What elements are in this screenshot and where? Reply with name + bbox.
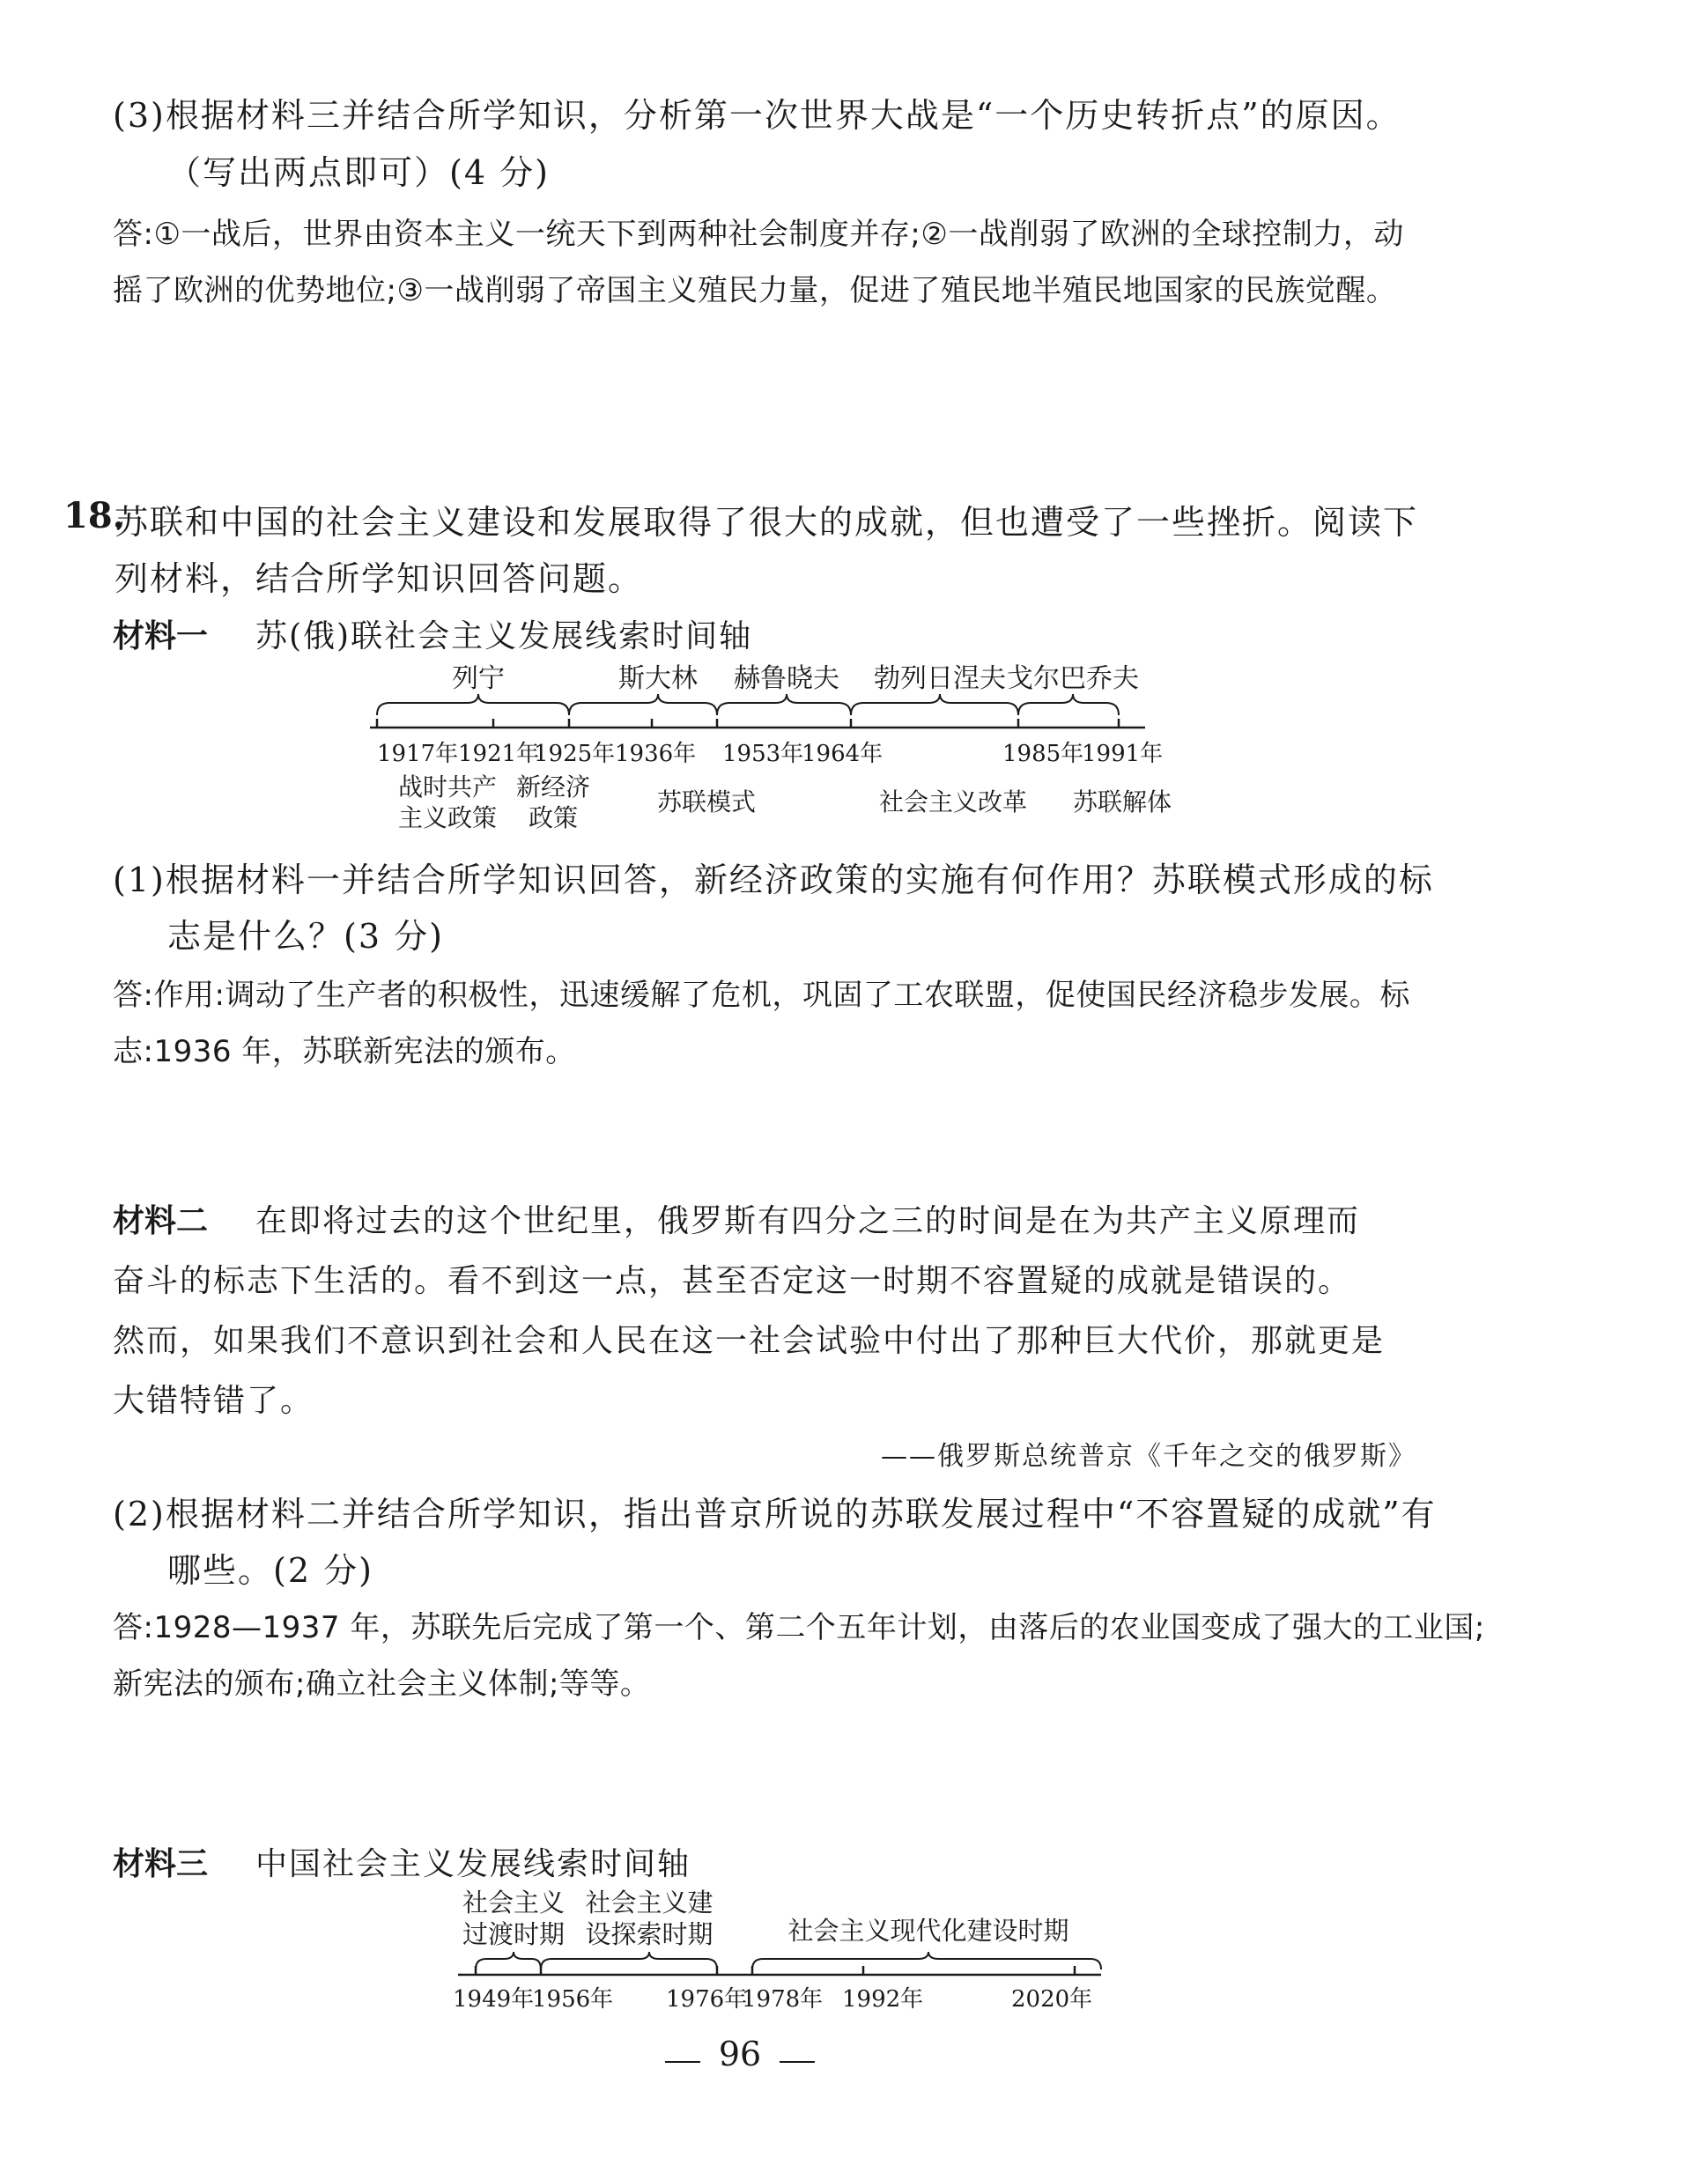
cn-year-1978: 1978年 xyxy=(742,1986,824,2013)
cn-year-1992: 1992年 xyxy=(842,1986,924,2013)
q18-stem-line2: 列材料，结合所学知识回答问题。 xyxy=(115,559,644,598)
year-1925: 1925年 xyxy=(534,741,616,767)
period-exploration-1: 社会主义建 xyxy=(585,1888,714,1917)
sub1-answer-line2: 志:1936 年，苏联新宪法的颁布。 xyxy=(113,1034,576,1069)
sub2-answer-line1: 答:1928—1937 年，苏联先后完成了第一个、第二个五年计划，由落后的农业国变成了强大的工业国; xyxy=(113,1610,1485,1645)
event-war-communism-1: 战时共产 xyxy=(397,772,498,802)
page-number: 96 xyxy=(718,2035,762,2073)
cn-year-1949: 1949年 xyxy=(453,1986,535,2013)
q3-answer-line2: 摇了欧洲的优势地位;③一战削弱了帝国主义殖民力量，促进了殖民地半殖民地国家的民族觉醒。 xyxy=(113,273,1397,308)
material1-title: 苏(俄)联社会主义发展线索时间轴 xyxy=(255,618,753,654)
period-exploration-2: 设探索时期 xyxy=(585,1919,714,1949)
sub1-line1: (1)根据材料一并结合所学知识回答，新经济政策的实施有何作用？苏联模式形成的标 xyxy=(113,861,1434,899)
year-1921: 1921年 xyxy=(458,741,540,767)
period-transition-1: 社会主义 xyxy=(462,1888,566,1917)
year-1964: 1964年 xyxy=(802,741,884,767)
footer-dash-right xyxy=(780,2061,815,2063)
period-modernization: 社会主义现代化建设时期 xyxy=(787,1916,1069,1946)
event-nep-2: 政策 xyxy=(528,803,579,832)
event-nep-1: 新经济 xyxy=(515,772,591,802)
event-socialist-reform: 社会主义改革 xyxy=(878,787,1028,816)
leader-stalin: 斯大林 xyxy=(618,663,698,694)
material2-line2: 奋斗的标志下生活的。看不到这一点，甚至否定这一时期不容置疑的成就是错误的。 xyxy=(113,1263,1352,1299)
event-soviet-model: 苏联模式 xyxy=(656,787,757,816)
material1-label: 材料一 xyxy=(113,618,209,654)
year-1953: 1953年 xyxy=(722,741,804,767)
event-war-communism-2: 主义政策 xyxy=(397,803,498,832)
cn-year-1976: 1976年 xyxy=(666,1986,748,2013)
year-1991: 1991年 xyxy=(1082,741,1164,767)
leader-gorbachev: 戈尔巴乔夫 xyxy=(1007,663,1139,694)
cn-year-1956: 1956年 xyxy=(532,1986,614,2013)
material2-source: ——俄罗斯总统普京《千年之交的俄罗斯》 xyxy=(881,1441,1416,1472)
question-number: 18. xyxy=(63,495,125,536)
ussr-timeline xyxy=(352,652,1198,846)
year-1917: 1917年 xyxy=(377,741,459,767)
q18-stem-line1: 苏联和中国的社会主义建设和发展取得了很大的成就，但也遭受了一些挫折。阅读下 xyxy=(115,503,1419,542)
q3-prompt-line1: (3)根据材料三并结合所学知识，分析第一次世界大战是“一个历史转折点”的原因。 xyxy=(113,96,1401,135)
sub1-answer-line1: 答:作用:调动了生产者的积极性，迅速缓解了危机，巩固了工农联盟，促使国民经济稳步发展。标 xyxy=(113,978,1410,1013)
q3-answer-line1: 答:①一战后，世界由资本主义一统天下到两种社会制度并存;②一战削弱了欧洲的全球控制力，动 xyxy=(113,217,1404,252)
sub2-line1: (2)根据材料二并结合所学知识，指出普京所说的苏联发展过程中“不容置疑的成就”有 xyxy=(113,1495,1437,1533)
cn-year-2020: 2020年 xyxy=(1011,1986,1093,2013)
page-footer xyxy=(661,2035,819,2073)
material2-line4: 大错特错了。 xyxy=(113,1383,314,1419)
sub2-answer-line2: 新宪法的颁布;确立社会主义体制;等等。 xyxy=(113,1666,651,1702)
leader-khrushchev: 赫鲁晓夫 xyxy=(734,663,839,694)
year-1936: 1936年 xyxy=(615,741,697,767)
footer-dash-left xyxy=(665,2061,700,2063)
leader-lenin: 列宁 xyxy=(452,663,505,694)
material2-line3: 然而，如果我们不意识到社会和人民在这一社会试验中付出了那种巨大代价，那就更是 xyxy=(113,1323,1386,1359)
china-timeline xyxy=(440,1876,1110,2026)
sub1-line2: 志是什么？(3 分) xyxy=(167,917,444,956)
q3-prompt-line2: （写出两点即可）(4 分) xyxy=(167,153,550,192)
leader-brezhnev: 勃列日涅夫 xyxy=(874,663,1006,694)
material3-title: 中国社会主义发展线索时间轴 xyxy=(255,1846,691,1882)
material2-label: 材料二 xyxy=(113,1203,209,1239)
sub2-line2: 哪些。(2 分) xyxy=(167,1551,373,1590)
period-braces xyxy=(476,1952,1101,1969)
material3-label: 材料三 xyxy=(113,1846,209,1882)
year-1985: 1985年 xyxy=(1002,741,1084,767)
event-ussr-dissolution: 苏联解体 xyxy=(1072,787,1172,816)
leader-braces xyxy=(377,694,1119,715)
period-transition-2: 过渡时期 xyxy=(462,1919,566,1949)
material2-line1: 在即将过去的这个世纪里，俄罗斯有四分之三的时间是在为共产主义原理而 xyxy=(255,1203,1361,1239)
